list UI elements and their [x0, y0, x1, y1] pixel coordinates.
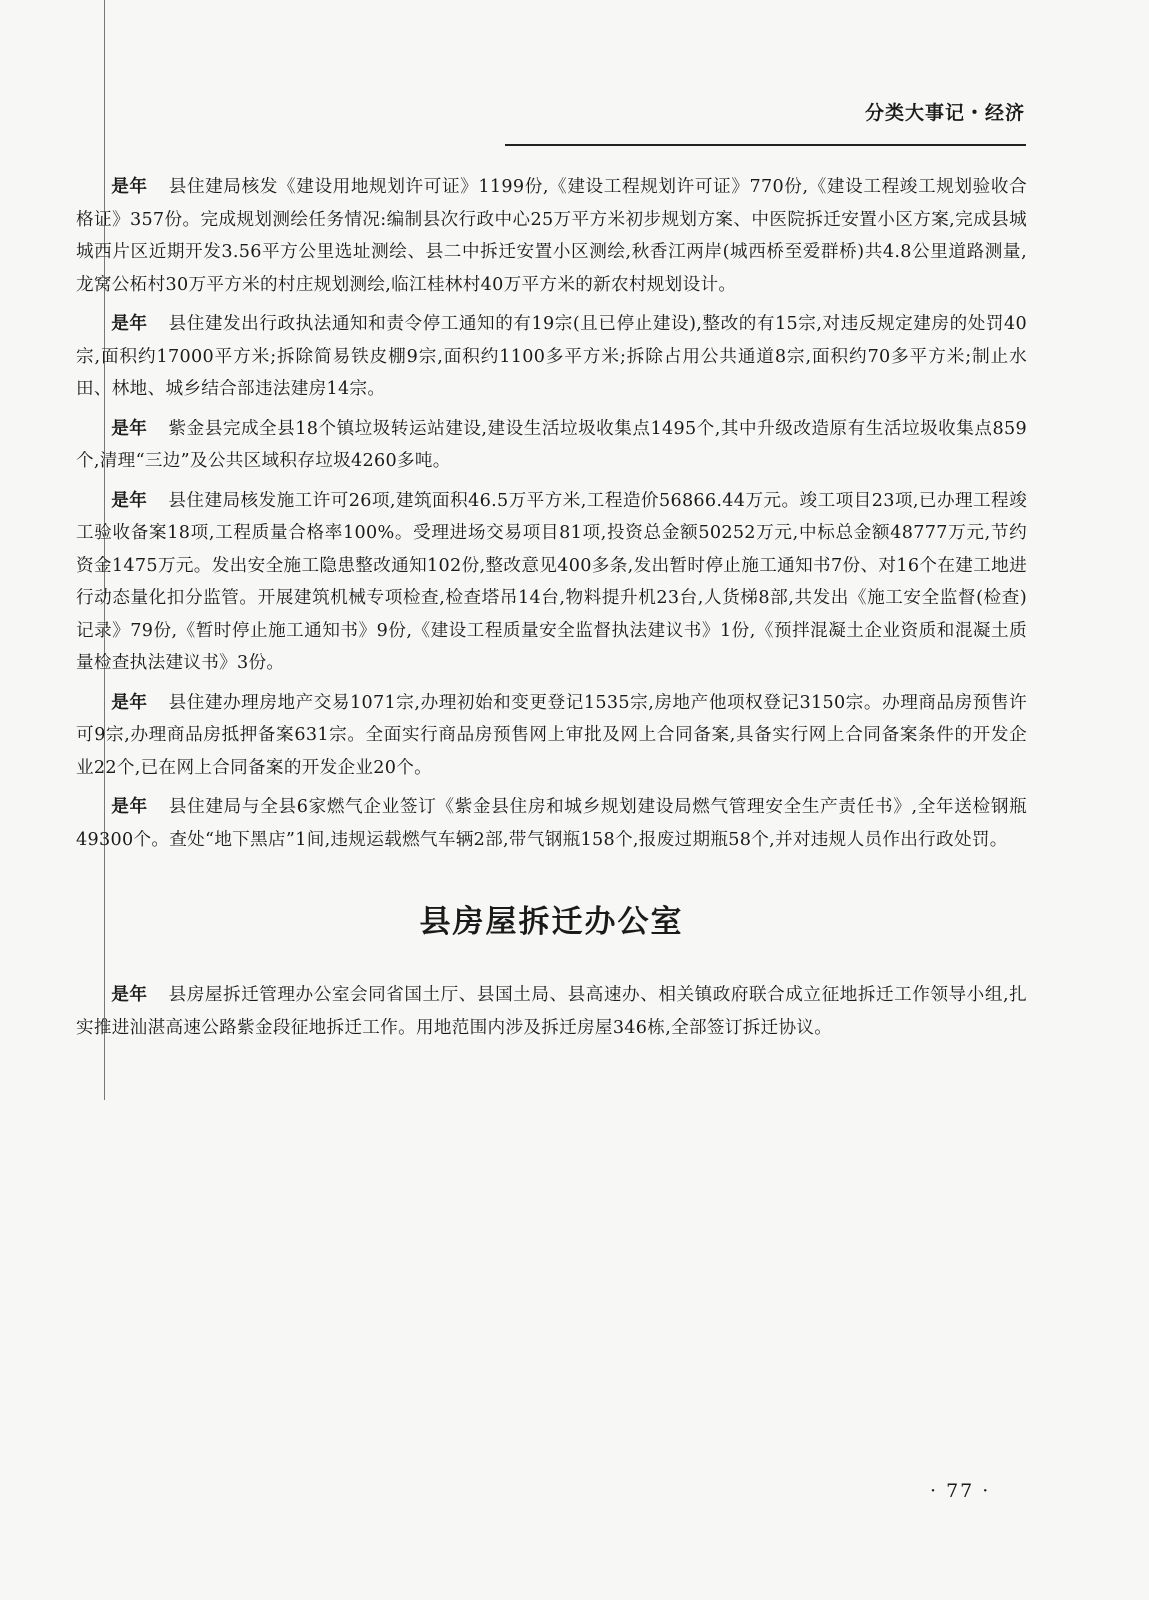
entry-lead: 是年 [111, 797, 148, 817]
entry-text: 县房屋拆迁管理办公室会同省国土厅、县国土局、县高速办、相关镇政府联合成立征地拆迁工作领导小组,扎实推进汕湛高速公路紫金段征地拆迁工作。用地范围内涉及拆迁房屋346栋,全部签订拆迁协议。 [76, 985, 1027, 1038]
page-number: · 77 · [930, 1480, 991, 1502]
chronicle-entry [76, 791, 1027, 856]
entry-lead: 是年 [111, 314, 148, 334]
header-rule [505, 144, 1026, 146]
entry-text: 县住建发出行政执法通知和责令停工通知的有19宗(且已停止建设),整改的有15宗,对违反规定建房的处罚40宗,面积约17000平方米;拆除简易铁皮棚9宗,面积约1100多平方米;拆除占用公共通道8宗,面积约70多平方米;制止水田、林地、城乡结合部违法建房14宗。 [76, 314, 1027, 399]
chronicle-entry [76, 485, 1027, 680]
chronicle-entry [76, 687, 1027, 785]
entry-lead: 是年 [111, 490, 148, 511]
chronicle-entry [76, 979, 1027, 1044]
chronicle-entry [76, 308, 1027, 406]
entry-text: 县住建局核发《建设用地规划许可证》1199份,《建设工程规划许可证》770份,《建设工程竣工规划验收合格证》357份。完成规划测绘任务情况:编制县次行政中心25万平方米初步规划方案、中医院拆迁安置小区方案,完成县城城西片区近期开发3.56平方公里选址测绘、县二中拆迁安置小区测绘,秋香江两岸(城西桥至爱群桥)共4.8公里道路测量,龙窝公柘村30万平方米的村庄规划测绘,临江桂林村40万平方米的新农村规划设计。 [76, 177, 1027, 295]
page-content [76, 171, 1027, 1051]
entry-text: 县住建局核发施工许可26项,建筑面积46.5万平方米,工程造价56866.44万元。竣工项目23项,已办理工程竣工验收备案18项,工程质量合格率100%。受理进场交易项目81项,投资总金额50252万元,中标总金额48777万元,节约资金1475万元。发出安全施工隐患整改通知102份,整改意见400多条,发出暂时停止施工通知书7份、对16个在建工地进行动态量化扣分监管。开展建筑机械专项检查,检查塔吊14台,物料提升机23台,人货梯8部,共发出《施工安全监督(检查)记录》79份,《暂时停止施工通知书》9份,《建设工程质量安全监督执法建议书》1份,《预拌混凝土企业资质和混凝土质量检查执法建议书》3份。 [76, 490, 1027, 673]
entry-text: 紫金县完成全县18个镇垃圾转运站建设,建设生活垃圾收集点1495个,其中升级改造原有生活垃圾收集点859个,清理“三边”及公共区域积存垃圾4260多吨。 [76, 418, 1027, 471]
entry-text: 县住建办理房地产交易1071宗,办理初始和变更登记1535宗,房地产他项权登记3150宗。办理商品房预售许可9宗,办理商品房抵押备案631宗。全面实行商品房预售网上审批及网上合同备案,具备实行网上合同备案条件的开发企业22个,已在网上合同备案的开发企业20个。 [76, 692, 1027, 778]
entry-lead: 是年 [111, 177, 148, 197]
chronicle-entry [76, 171, 1027, 301]
entry-lead: 是年 [111, 692, 148, 713]
running-head: 分类大事记・经济 [864, 102, 1025, 124]
entry-text: 县住建局与全县6家燃气企业签订《紫金县住房和城乡规划建设局燃气管理安全生产责任书》,全年送检钢瓶49300个。查处“地下黑店”1间,违规运载燃气车辆2部,带气钢瓶158个,报废过期瓶58个,并对违规人员作出行政处罚。 [76, 797, 1027, 850]
section-title: 县房屋拆迁办公室 [419, 904, 684, 940]
entry-lead: 是年 [111, 418, 148, 439]
chronicle-entry [76, 413, 1027, 478]
entry-lead: 是年 [111, 985, 148, 1005]
